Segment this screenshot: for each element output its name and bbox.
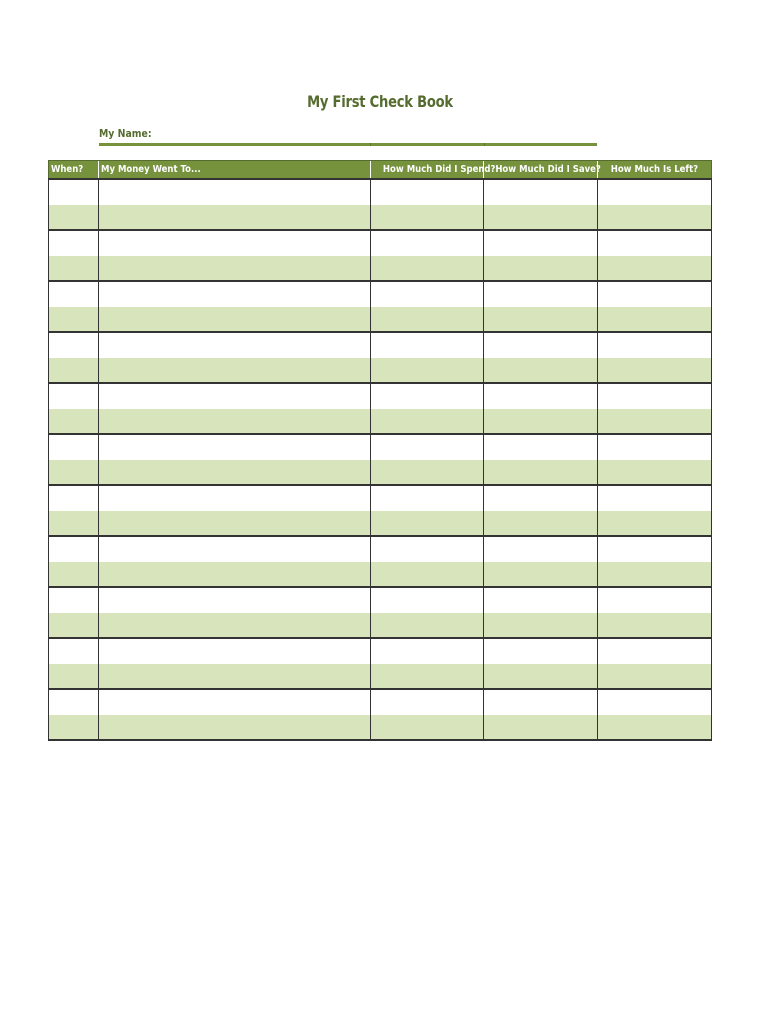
cell-left[interactable]	[598, 179, 712, 205]
table-row	[49, 613, 712, 639]
table-row	[49, 256, 712, 282]
cell-left[interactable]	[598, 332, 712, 358]
cell-left[interactable]	[598, 613, 712, 639]
cell-money-went-to[interactable]	[99, 664, 371, 690]
cell-spend[interactable]	[371, 434, 484, 460]
cell-when[interactable]	[49, 613, 99, 639]
cell-money-went-to[interactable]	[99, 179, 371, 205]
table-row	[49, 715, 712, 741]
cell-left[interactable]	[598, 689, 712, 715]
cell-left[interactable]	[598, 383, 712, 409]
cell-spend[interactable]	[371, 383, 484, 409]
cell-spend[interactable]	[371, 511, 484, 537]
table-row	[49, 281, 712, 307]
table-row	[49, 485, 712, 511]
cell-spend[interactable]	[371, 179, 484, 205]
cell-when[interactable]	[49, 715, 99, 741]
cell-save[interactable]	[484, 511, 598, 537]
cell-save[interactable]	[484, 715, 598, 741]
cell-money-went-to[interactable]	[99, 485, 371, 511]
cell-money-went-to[interactable]	[99, 358, 371, 384]
cell-money-went-to[interactable]	[99, 256, 371, 282]
cell-spend[interactable]	[371, 205, 484, 231]
document-title: My First Check Book	[307, 92, 453, 111]
cell-spend[interactable]	[371, 409, 484, 435]
header-save: How Much Did I Save?	[484, 161, 598, 180]
cell-spend[interactable]	[371, 460, 484, 486]
cell-left[interactable]	[598, 562, 712, 588]
cell-left[interactable]	[598, 281, 712, 307]
cell-spend[interactable]	[371, 715, 484, 741]
cell-when[interactable]	[49, 536, 99, 562]
table-row	[49, 587, 712, 613]
cell-spend[interactable]	[371, 281, 484, 307]
cell-save[interactable]	[484, 383, 598, 409]
table-row	[49, 460, 712, 486]
table-row	[49, 205, 712, 231]
table-row	[49, 179, 712, 205]
cell-when[interactable]	[49, 587, 99, 613]
cell-left[interactable]	[598, 307, 712, 333]
cell-save[interactable]	[484, 664, 598, 690]
cell-left[interactable]	[598, 587, 712, 613]
cell-spend[interactable]	[371, 332, 484, 358]
cell-money-went-to[interactable]	[99, 715, 371, 741]
name-field[interactable]	[99, 143, 597, 146]
cell-spend[interactable]	[371, 536, 484, 562]
cell-left[interactable]	[598, 230, 712, 256]
cell-save[interactable]	[484, 205, 598, 231]
cell-when[interactable]	[49, 230, 99, 256]
cell-when[interactable]	[49, 383, 99, 409]
register-body	[49, 179, 712, 740]
cell-when[interactable]	[49, 256, 99, 282]
table-row	[49, 383, 712, 409]
cell-spend[interactable]	[371, 358, 484, 384]
cell-left[interactable]	[598, 460, 712, 486]
cell-when[interactable]	[49, 307, 99, 333]
header-spend: How Much Did I Spend?	[371, 161, 484, 180]
cell-money-went-to[interactable]	[99, 230, 371, 256]
check-register	[48, 160, 711, 741]
header-when: When?	[49, 161, 99, 180]
cell-money-went-to[interactable]	[99, 638, 371, 664]
cell-spend[interactable]	[371, 562, 484, 588]
table-row	[49, 638, 712, 664]
cell-when[interactable]	[49, 562, 99, 588]
cell-when[interactable]	[49, 434, 99, 460]
cell-money-went-to[interactable]	[99, 587, 371, 613]
name-line-divider	[484, 143, 485, 146]
cell-save[interactable]	[484, 613, 598, 639]
check-register-table	[48, 160, 712, 741]
cell-save[interactable]	[484, 332, 598, 358]
cell-money-went-to[interactable]	[99, 281, 371, 307]
cell-save[interactable]	[484, 179, 598, 205]
cell-spend[interactable]	[371, 689, 484, 715]
name-label: My Name:	[99, 127, 152, 140]
cell-save[interactable]	[484, 358, 598, 384]
cell-spend[interactable]	[371, 638, 484, 664]
cell-save[interactable]	[484, 689, 598, 715]
cell-save[interactable]	[484, 587, 598, 613]
cell-save[interactable]	[484, 256, 598, 282]
cell-left[interactable]	[598, 256, 712, 282]
cell-save[interactable]	[484, 460, 598, 486]
cell-money-went-to[interactable]	[99, 409, 371, 435]
cell-save[interactable]	[484, 434, 598, 460]
cell-left[interactable]	[598, 434, 712, 460]
cell-left[interactable]	[598, 536, 712, 562]
cell-save[interactable]	[484, 536, 598, 562]
cell-money-went-to[interactable]	[99, 205, 371, 231]
cell-save[interactable]	[484, 281, 598, 307]
cell-when[interactable]	[49, 179, 99, 205]
cell-when[interactable]	[49, 638, 99, 664]
cell-spend[interactable]	[371, 587, 484, 613]
cell-spend[interactable]	[371, 256, 484, 282]
table-row	[49, 536, 712, 562]
cell-save[interactable]	[484, 485, 598, 511]
cell-money-went-to[interactable]	[99, 689, 371, 715]
header-money-went-to: My Money Went To...	[99, 161, 371, 180]
cell-spend[interactable]	[371, 613, 484, 639]
cell-money-went-to[interactable]	[99, 536, 371, 562]
cell-when[interactable]	[49, 409, 99, 435]
table-row	[49, 511, 712, 537]
cell-when[interactable]	[49, 205, 99, 231]
cell-save[interactable]	[484, 409, 598, 435]
cell-left[interactable]	[598, 485, 712, 511]
cell-save[interactable]	[484, 562, 598, 588]
cell-save[interactable]	[484, 638, 598, 664]
name-line-divider	[370, 143, 371, 146]
table-row	[49, 230, 712, 256]
cell-when[interactable]	[49, 689, 99, 715]
cell-save[interactable]	[484, 307, 598, 333]
cell-when[interactable]	[49, 358, 99, 384]
cell-when[interactable]	[49, 281, 99, 307]
table-row	[49, 689, 712, 715]
cell-left[interactable]	[598, 205, 712, 231]
cell-left[interactable]	[598, 409, 712, 435]
cell-save[interactable]	[484, 230, 598, 256]
cell-left[interactable]	[598, 358, 712, 384]
cell-money-went-to[interactable]	[99, 307, 371, 333]
cell-when[interactable]	[49, 664, 99, 690]
header-left: How Much Is Left?	[598, 161, 712, 180]
table-row	[49, 562, 712, 588]
cell-when[interactable]	[49, 485, 99, 511]
table-row	[49, 307, 712, 333]
cell-money-went-to[interactable]	[99, 383, 371, 409]
cell-left[interactable]	[598, 638, 712, 664]
cell-spend[interactable]	[371, 485, 484, 511]
cell-spend[interactable]	[371, 230, 484, 256]
cell-money-went-to[interactable]	[99, 332, 371, 358]
cell-money-went-to[interactable]	[99, 434, 371, 460]
cell-left[interactable]	[598, 511, 712, 537]
table-row	[49, 358, 712, 384]
header-row	[49, 161, 712, 180]
cell-money-went-to[interactable]	[99, 511, 371, 537]
cell-money-went-to[interactable]	[99, 460, 371, 486]
cell-money-went-to[interactable]	[99, 613, 371, 639]
cell-when[interactable]	[49, 460, 99, 486]
table-row	[49, 434, 712, 460]
table-row	[49, 332, 712, 358]
cell-spend[interactable]	[371, 664, 484, 690]
table-row	[49, 664, 712, 690]
cell-left[interactable]	[598, 664, 712, 690]
cell-left[interactable]	[598, 715, 712, 741]
cell-when[interactable]	[49, 332, 99, 358]
cell-money-went-to[interactable]	[99, 562, 371, 588]
cell-spend[interactable]	[371, 307, 484, 333]
cell-when[interactable]	[49, 511, 99, 537]
table-row	[49, 409, 712, 435]
